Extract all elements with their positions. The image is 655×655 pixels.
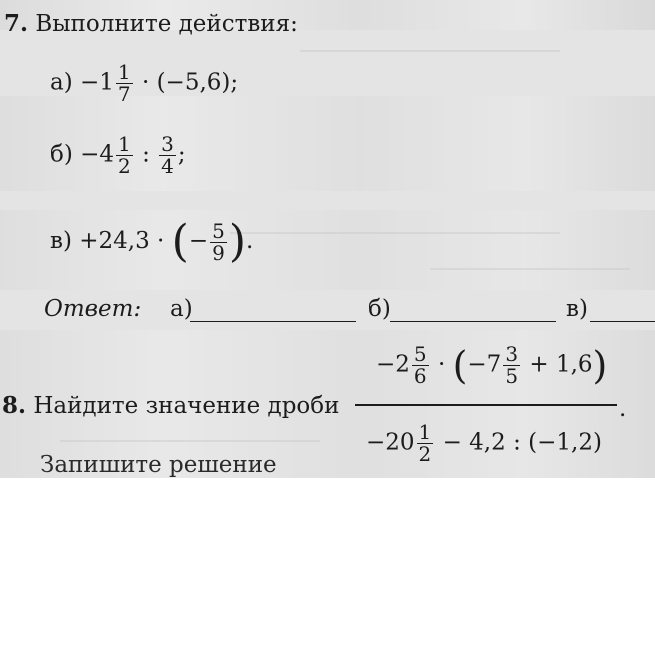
- item-c-lead: +24,3 ·: [79, 228, 165, 254]
- answer-b-label: б): [368, 296, 391, 322]
- task7-heading: [4, 12, 298, 36]
- cutoff-text-line: [40, 452, 277, 478]
- task8-denominator: [366, 422, 602, 465]
- answer-c-blank[interactable]: [590, 321, 655, 322]
- item-b-label: б): [50, 141, 73, 168]
- task7-number: 7.: [4, 10, 29, 37]
- right-paren: ): [228, 216, 247, 267]
- item-b-fraction-2: $\frac{3}{4}$: [161, 132, 174, 178]
- item-a-whole: −1: [80, 69, 114, 96]
- denominator-fraction: $\frac{1}{2}$: [418, 420, 432, 466]
- denominator-lead: −20: [366, 429, 415, 456]
- task8-fraction-bar: [355, 404, 617, 406]
- numerator-inner-tail: + 1,6: [529, 351, 593, 378]
- item-b-tail: ;: [177, 141, 186, 168]
- item-c-fraction: $\frac{5}{9}$: [212, 218, 225, 265]
- item-c-tail: .: [246, 228, 254, 254]
- item-b-op: :: [142, 141, 150, 168]
- item-a-rest: · (−5,6);: [141, 69, 239, 96]
- item-a-label: а): [50, 69, 73, 96]
- item-a-fraction: $\frac{1}{7}$: [117, 60, 131, 106]
- numerator-dot: ·: [437, 351, 446, 378]
- task8-end-period: .: [619, 396, 627, 422]
- task8-heading: [2, 394, 339, 418]
- answer-c-label: в): [566, 296, 588, 322]
- task7-item-b: [50, 134, 186, 177]
- item-c-label: в): [50, 228, 72, 254]
- item-b-fraction: $\frac{1}{2}$: [118, 132, 131, 178]
- task7-heading-text: Выполните действия:: [35, 11, 298, 37]
- item-c-minus: −: [188, 228, 209, 254]
- task7-answer-line: [44, 298, 141, 321]
- task8-number: 8.: [2, 392, 27, 419]
- denominator-tail: − 4,2 : (−1,2): [442, 429, 602, 456]
- item-b-whole: −4: [80, 141, 115, 168]
- task7-item-a: [50, 62, 238, 105]
- answer-a-label: а): [170, 296, 193, 322]
- task8-numerator: [376, 344, 607, 387]
- numerator-fraction-1: $\frac{5}{6}$: [413, 342, 427, 388]
- numerator-left-paren: (: [452, 343, 468, 388]
- numerator-fraction-2: $\frac{3}{5}$: [505, 342, 519, 388]
- task8-heading-text: Найдите значение дроби: [33, 393, 340, 419]
- numerator-inner-lead: −7: [467, 351, 502, 378]
- answer-a-blank[interactable]: [190, 321, 356, 322]
- cutoff-text: Запишите решение: [40, 452, 277, 478]
- numerator-lead: −2: [376, 351, 410, 378]
- answer-label: Ответ:: [44, 296, 142, 322]
- task7-item-c: [50, 216, 254, 267]
- left-paren: (: [171, 216, 189, 267]
- numerator-right-paren: ): [592, 343, 608, 388]
- answer-b-blank[interactable]: [390, 321, 556, 322]
